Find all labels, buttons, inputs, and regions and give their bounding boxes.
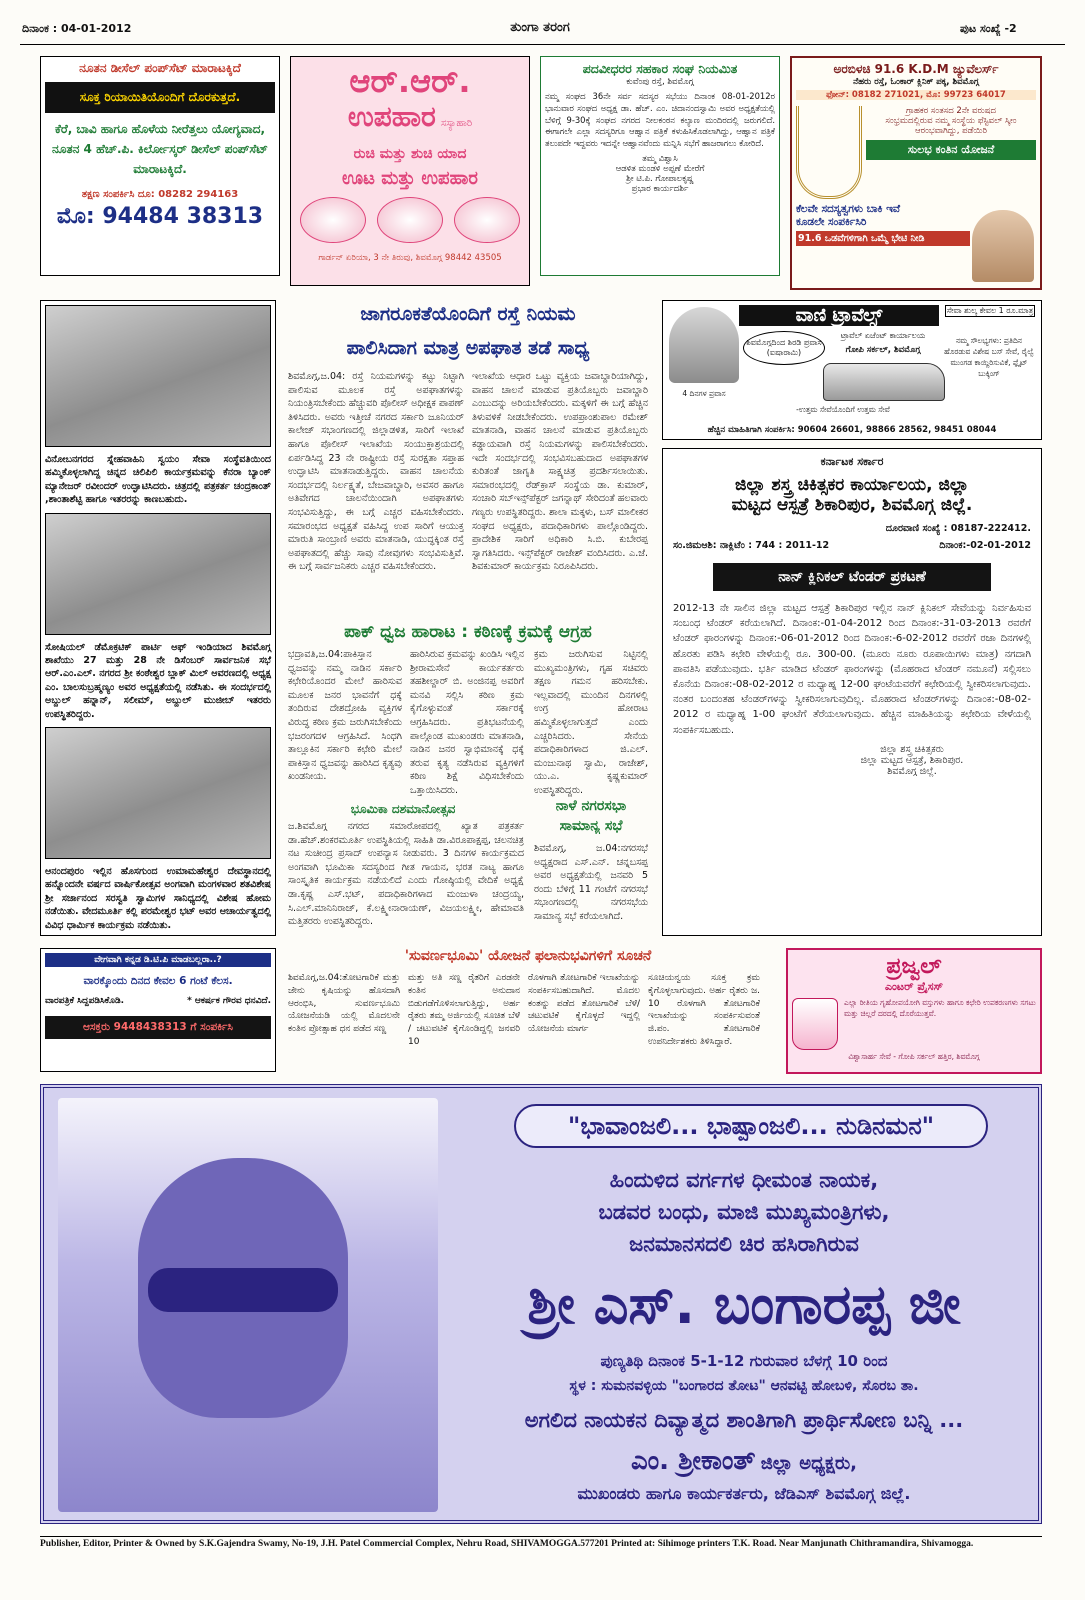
article4-body: ಶಿವಮೊಗ್ಗ, ಜ.04:ನಗರಸಭೆ ಅಧ್ಯಕ್ಷರಾದ ಎಸ್.ಎನ್. ಚನ್ನಬಸಪ್ಪ ಅವರ ಅಧ್ಯಕ್ಷತೆಯಲ್ಲಿ ಜನವರಿ 5 ರಂದು ಬೆಳಿಗ್ಗೆ 11 ಗಂಟೆಗೆ ನಗರಸಭೆ ಸಭಾಂಗಣದಲ್ಲಿ ನಗರಸಭೆಯ ಸಾಮಾನ್ಯ ಸಭೆ ಕರೆಯಲಾಗಿದೆ.	[534, 843, 648, 922]
prajwal-address: ವಿಶ್ವಾಸಾರ್ಹ ಸೇವೆ - ಗೋಪಿ ಸರ್ಕಲ್ ಹತ್ತಿರ, ಶಿವಮೊಗ್ಗ	[848, 1052, 980, 1061]
ad-rr-upahar	[290, 56, 530, 286]
newspaper-title: ತುಂಗಾ ತರಂಗ	[510, 20, 570, 35]
article1-headline-1: ಜಾಗರೂಕತೆಯೊಂದಿಗೆ ರಸ್ತೆ ನಿಯಮ	[360, 303, 576, 325]
dtp-top: ವೇಗವಾಗಿ ಕನ್ನಡ ಡಿ.ಟಿ.ಪಿ ಮಾಡಬಲ್ಲರಾ..?	[45, 953, 271, 967]
bus-icon	[823, 363, 945, 401]
vani-days: 4 ದಿನಗಳ ಪ್ರವಾಸ	[682, 389, 726, 398]
tribute-from: ಎಂ. ಶ್ರೀಕಾಂತ್	[630, 1446, 756, 1476]
photo-caption-1: ವಿನೋಬನಗರದ ಸ್ನೇಹವಾಹಿನಿ ಸ್ವಯಂ ಸೇವಾ ಸಂಸ್ಥೆವತಿಯಿಂದ ಹಮ್ಮಿಕೊಳ್ಳಲಾಗಿದ್ದ ಚಿನ್ನದ ಚಿಲಿಪಿಲಿ ಕಾರ್ಯಕ್ರಮವನ್ನು ಕೆನರಾ ಬ್ಯಾಂಕ್ ಮ್ಯಾನೇಜರ್ ರವೀಂದರ್ ಉದ್ಘಾಟಿಸಿದರು. ಚಿತ್ರದಲ್ಲಿ ಪತ್ರಕರ್ತ ಚಂದ್ರಕಾಂತ್ ,ಶಾಂತಾಶೆಟ್ಟಿ ಹಾಗೂ ಇತರರನ್ನು ಕಾಣಬಹುದು.	[45, 454, 271, 506]
dtp-line3: * ಆಕರ್ಷಕ ಗೌರವ ಧನವಿದೆ.	[187, 996, 271, 1006]
ad-rr-name: ಆರ್.ಆರ್.	[349, 62, 471, 100]
kdm-line2: ಸಂಭ್ರಮದಲ್ಲಿರುವ ನಮ್ಮ ಸಂಸ್ಥೆಯ ಫೆಸ್ಟಿವಲ್ ಸ್ಕೀಂ ಆರಂಭವಾಗಿದ್ದು, ಪಡೆಯಿರಿ	[885, 116, 1017, 136]
tender-gov: ಕರ್ನಾಟಕ ಸರ್ಕಾರ	[820, 455, 884, 468]
tribute-title: "ಭಾವಾಂಜಲಿ... ಭಾಷ್ಪಾಂಜಲಿ... ನುಡಿನಮನ"	[514, 1104, 988, 1148]
tribute-date: ಪುಣ್ಯತಿಥಿ ದಿನಾಂಕ 5-1-12 ಗುರುವಾರ ಬೆಳಗ್ಗೆ 10 ರಿಂದ	[600, 1352, 888, 1370]
event-photo-3	[45, 727, 271, 859]
tribute-line3: ಜನಮಾನಸದಲಿ ಚಿರ ಹಸಿರಾಗಿರುವ	[629, 1232, 859, 1256]
photo-caption-3: ಆನಂದಪುರಂ ಇಲ್ಲಿನ ಹೊಸಗುಂದ ಉಮಾಮಹೇಶ್ವರ ದೇವಸ್ಥಾನದಲ್ಲಿ ಹನ್ನೊಂದನೇ ವರ್ಷದ ವಾರ್ಷಿಕೋತ್ಸವ ಅಂಗವಾಗಿ ಮಂಗಳವಾರ ಶತವಿಶೇಷ ಶ್ರೀ ಸರ್ಜಾನಂದ ಸರಸ್ವತಿ ಸ್ವಾಮಿಗಳ ಸಾನಿಧ್ಯದಲ್ಲಿ ವಿಶೇಷ ಹೋಮ ನಡೆಯಿತು. ವೇದಮೂರ್ತಿ ಕಲ್ಲಿ ಪರಮೇಶ್ವರ ಭಟ್ ಅವರ ಆಚಾರ್ಯತ್ವದಲ್ಲಿ ವಿವಿಧ ಧಾರ್ಮಿಕ ಕಾರ್ಯಕ್ರಮ ನಡೆಯಿತು.	[45, 866, 271, 931]
tribute-from-role: ಜಿಲ್ಲಾ ಅಧ್ಯಕ್ಷರು,	[760, 1453, 858, 1474]
ad-diesel-headline: ನೂತನ ಡೀಸೆಲ್ ಪಂಪ್‌ಸೆಟ್ ಮಾರಾಟಕ್ಕಿದೆ	[79, 61, 241, 75]
tribute-bottom: ಮುಖಂಡರು ಹಾಗೂ ಕಾರ್ಯಕರ್ತರು, ಜೆಡಿಎಸ್ ಶಿವಮೊಗ್ಗ ಜಿಲ್ಲೆ.	[577, 1484, 911, 1503]
tender-sign1: ಜಿಲ್ಲಾ ಶಸ್ತ್ರ ಚಿಕಿತ್ಸಕರು	[880, 743, 944, 755]
event-photo-1	[45, 305, 271, 447]
sahakara-sign1: ತಮ್ಮ ವಿಶ್ವಾಸಿ	[642, 153, 678, 164]
ad-diesel-banner: ಸೂಕ್ತ ರಿಯಾಯಿತಿಯೊಂದಿಗೆ ದೊರಕುತ್ತದೆ.	[45, 82, 275, 113]
product-jar-icon	[792, 998, 838, 1050]
ad-prajwal-enterprises	[786, 948, 1042, 1074]
ad-rr-address: ಗಾರ್ಡನ್ ಏರಿಯಾ, 3 ನೇ ತಿರುವು, ಶಿವಮೊಗ್ಗ 98442 43505	[318, 253, 502, 263]
sahakara-sign4: ಪ್ರಭಾರ ಕಾರ್ಯದರ್ಶಿ	[631, 183, 689, 194]
ad-kdm-jewellers	[790, 56, 1042, 290]
article2-col2: ಹಾರಿಸಿರುವ ಕ್ರಮವನ್ನು ಖಂಡಿಸಿ ಇಲ್ಲಿನ ಶ್ರೀರಾಮಸೇನೆ ಕಾರ್ಯಕರ್ತರು ತಹಶೀಲ್ದಾರ್ ಬಿ. ಅಂಜಿನಪ್ಪ ಅವರಿಗೆ ಮನವಿ ಸಲ್ಲಿಸಿ ಕಠಿಣ ಕ್ರಮ ಕೈಗೊಳ್ಳುವಂತೆ ಸರ್ಕಾರಕ್ಕೆ ಆಗ್ರಹಿಸಿದರು. ಪ್ರತಿಭಟನೆಯಲ್ಲಿ ಪಾಲ್ಗೊಂಡ ಮುಖಂಡರು ಮಾತನಾಡಿ, ನಾಡಿನ ಜನರ ಸ್ವಾಭಿಮಾನಕ್ಕೆ ಧಕ್ಕೆ ತರುವ ಕೃತ್ಯ ನಡೆಸಿರುವ ವ್ಯಕ್ತಿಗಳಿಗೆ ಕಠಿಣ ಶಿಕ್ಷೆ ವಿಧಿಸಬೇಕೆಂದು ಒತ್ತಾಯಿಸಿದರು.	[410, 649, 524, 796]
issue-date: ದಿನಾಂಕ : 04-01-2012	[22, 22, 132, 35]
vani-address: ಗೋಪಿ ಸರ್ಕಲ್, ಶಿವಮೊಗ್ಗ	[845, 345, 921, 355]
ad-tribute-bangarappa	[40, 1084, 1042, 1524]
tribute-name: ಶ್ರೀ ಎಸ್. ಬಂಗಾರಪ್ಪ ಜೀ	[527, 1273, 961, 1336]
article4-headline-2: ಸಾಮಾನ್ಯ ಸಭೆ	[559, 818, 623, 834]
suvarna-headline: 'ಸುವರ್ಣಭೂಮಿ' ಯೋಜನೆ ಫಲಾನುಭವಿಗಳಿಗೆ ಸೂಚನೆ	[404, 948, 652, 964]
kdm-line1: ಗ್ರಾಹಕರ ಸಂತಸದ 2ನೇ ವರುಷದ	[906, 106, 996, 116]
tender-title: ನಾನ್ ಕ್ಲಿನಿಕಲ್ ಟೆಂಡರ್ ಪ್ರಕಟಣೆ	[713, 563, 991, 591]
suvarna-col2: ಮತ್ತು ಅತಿ ಸಣ್ಣ ರೈತರಿಗೆ ಎರಡನೇ ಕಂತಿನ ಅನುದಾನ ಬಿಡುಗಡೆಗೊಳಿಸಲಾಗುತ್ತಿದ್ದು, ಅರ್ಹ ರೈತರು ತಮ್ಮ ಅರ್ಜಿಯಲ್ಲಿ ಸೂಚಿತ ಬೆಳೆ / ಚಟುವಟಿಕೆ ಕೈಗೊಂಡಿದ್ದಲ್ಲಿ ಜನವರಿ 10	[408, 973, 520, 1047]
tender-body: 2012-13 ನೇ ಸಾಲಿನ ಜಿಲ್ಲಾ ಮಟ್ಟದ ಆಸ್ಪತ್ರೆ ಶಿಕಾರಿಪುರ ಇಲ್ಲಿನ ನಾನ್ ಕ್ಲಿನಿಕಲ್ ಸೇವೆಯನ್ನು ನಿರ್ವಹಿಸುವ ಸಂಬಂಧ ಟೆಂಡರ್ ಕರೆಯಲಾಗಿದೆ. ದಿನಾಂಕ:-01-04-2012 ರಿಂದ ದಿನಾಂಕ:-31-03-2013 ರವರೆಗೆ ಟೆಂಡರ್ ಫಾರಂಗಳನ್ನು ದಿನಾಂಕ:-06-01-2012 ರಿಂದ ದಿನಾಂಕ:-6-02-2012 ರವರೆಗೆ ರಜಾ ದಿನಗಳಲ್ಲಿ ಹೊರತು ಪಡಿಸಿ ಕಛೇರಿ ವೇಳೆಯಲ್ಲಿ ರೂ. 300-00. (ಮೂರು ನೂರು ರೂಪಾಯಿಗಳು ಮಾತ್ರ) ನಗದಾಗಿ ಪಾವತಿಸಿ ಪಡೆಯುವುದು. ಭರ್ತಿ ಮಾಡಿದ ಟೆಂಡರ್ ಫಾರಂಗಳನ್ನು (ಮೊಹರಾದ ಟೆಂಡರ್ ನಮೂನೆ) ಸಲ್ಲಿಸಲು ಕೊನೆಯ ದಿನಾಂಕ:-08-02-2012 ರ ಮಧ್ಯಾಹ್ನ 12-00 ಘಂಟೆಯವರೆಗೆ ಕಛೇರಿಯಲ್ಲಿ ಸ್ವೀಕರಿಸಲಾಗುವುದು. ನಂತರ ಬಂದಂತಹ ಟೆಂಡರ್‌ಗಳನ್ನು ಸ್ವೀಕರಿಸಲಾಗುವುದಿಲ್ಲ. ಮೊಹರಾದ ಟೆಂಡರ್‌ಗಳನ್ನು ದಿನಾಂಕ:-08-02-2012 ರ ಮಧ್ಯಾಹ್ನ 1-00 ಘಂಟೆಗೆ ತೆರೆಯಲಾಗುವುದು. ಹೆಚ್ಚಿನ ಮಾಹಿತಿಯನ್ನು ಕಛೇರಿಯ ವೇಳೆಯಲ್ಲಿ ಸಂಪರ್ಕಿಸಬಹುದು.	[673, 603, 1031, 736]
ad-vani-travels	[662, 300, 1042, 440]
tender-notice	[662, 448, 1042, 936]
vani-tour: ಶಿವಮೊಗ್ಗದಿಂದ ಶಿರಡಿ ಪ್ರವಾಸ (ಐಷಾರಾಮಿ)	[743, 331, 825, 365]
saibaba-photo	[669, 307, 739, 383]
dtp-contact: ಆಸಕ್ತರು 9448438313 ಗೆ ಸಂಪರ್ಕಿಸಿ	[45, 1016, 271, 1039]
tender-ref: ಸಂ.ಜಿಮಆಶಿ: ನಾಕ್ಲಿಟೆಂ : 744 : 2011-12	[673, 540, 830, 551]
dtp-line2: ವಾರಪತ್ರಿಕೆ ಸಿದ್ದಪಡಿಸಿಕೊಡಿ.	[45, 996, 125, 1006]
article1-headline-2: ಪಾಲಿಸಿದಾಗ ಮಾತ್ರ ಅಪಘಾತ ತಡೆ ಸಾಧ್ಯ	[346, 337, 590, 359]
article3-headline: ಭೂಮಿಕಾ ದಶಮಾನೋತ್ಸವ	[350, 802, 456, 816]
prajwal-name: ಪ್ರಜ್ವಲ್	[886, 954, 942, 979]
tender-phone: ದೂರವಾಣಿ ಸಂಖ್ಯೆ : 08187-222412.	[885, 523, 1031, 534]
sahakara-title: ಪದವೀಧರರ ಸಹಕಾರ ಸಂಘ ನಿಯಮಿತ	[582, 61, 738, 76]
tender-sign3: ಶಿವಮೊಗ್ಗ ಜಿಲ್ಲೆ.	[887, 765, 937, 777]
article2-col1: ಭದ್ರಾವತಿ,ಜ.04:ಪಾಕಿಸ್ತಾನ ಧ್ವಜವನ್ನು ನಮ್ಮ ನಾಡಿನ ಸರ್ಕಾರಿ ಕಛೇರಿಯೊಂದರ ಮೇಲೆ ಹಾರಿಸುವ ಮೂಲಕ ಜನರ ಭಾವನೆಗೆ ಧಕ್ಕೆ ತಂದಿರುವ ದೇಶದ್ರೋಹಿ ವ್ಯಕ್ತಿಗಳ ವಿರುದ್ಧ ಕಠಿಣ ಕ್ರಮ ಜರುಗಿಸಬೇಕೆಂದು ಭಜರಂಗದಳ ಆಗ್ರಹಿಸಿದೆ. ಸಿಂಧಗಿ ತಾಲ್ಲೂಕಿನ ಸರ್ಕಾರಿ ಕಛೇರಿ ಮೇಲೆ ಪಾಕಿಸ್ತಾನ ಧ್ವಜವನ್ನು ಹಾರಿಸಿದ ಕೃತ್ಯವು ಖಂಡನೀಯ.	[288, 649, 402, 783]
article2-col3: ಕ್ರಮ ಜರುಗಿಸುವ ನಿಟ್ಟಿನಲ್ಲಿ ಮುಖ್ಯಮಂತ್ರಿಗಳು, ಗೃಹ ಸಚಿವರು ತಕ್ಷಣ ಗಮನ ಹರಿಸಬೇಕು. ಇಲ್ಲವಾದಲ್ಲಿ ಮುಂದಿನ ದಿನಗಳಲ್ಲಿ ಉಗ್ರ ಹೋರಾಟ ಹಮ್ಮಿಕೊಳ್ಳಲಾಗುತ್ತದೆ ಎಂದು ಎಚ್ಚರಿಸಿದರು. ಸೇನೆಯ ಪದಾಧಿಕಾರಿಗಳಾದ ಜಿ.ಎಲ್. ಮಂಜುನಾಥ ಸ್ವಾಮಿ, ರಾಜೇಶ್, ಯು.ಎ. ಕೃಷ್ಣಕುಮಾರ್ ಉಪಸ್ಥಿತರಿದ್ದರು.	[534, 649, 648, 796]
ad-rr-veg: ಸಸ್ಯಾಹಾರಿ	[440, 118, 473, 129]
tribute-line2: ಬಡವರ ಬಂಧು, ಮಾಜಿ ಮುಖ್ಯಮಂತ್ರಿಗಳು,	[598, 1200, 890, 1224]
sahakara-sign3: ಶ್ರೀ ಟಿ.ಪಿ. ಗೋಪಾಲಕೃಷ್ಣ	[626, 173, 694, 184]
tender-date: ದಿನಾಂಕ:-02-01-2012	[939, 540, 1031, 551]
page-number: ಪುಟ ಸಂಖ್ಯೆ -2	[960, 22, 1017, 35]
necklace-icon	[796, 106, 862, 199]
tender-office-1: ಜಿಲ್ಲಾ ಶಸ್ತ್ರ ಚಿಕಿತ್ಸಕರ ಕಾರ್ಯಾಲಯ, ಜಿಲ್ಲಾ	[735, 475, 969, 495]
article2-headline: ಪಾಕ್ ಧ್ವಜ ಹಾರಾಟ : ಕಠಿಣಕ್ಕೆ ಕ್ರಮಕ್ಕೆ ಆಗ್ರಹ	[344, 622, 592, 642]
article3-body: ಜ.ಶಿವಮೊಗ್ಗ ನಗರದ ಸಮಾರೋಪದಲ್ಲಿ ಖ್ಯಾತ ಪತ್ರಕರ್ತ ಡಾ.ಹೆಚ್.ಶಂಕರಮೂರ್ತಿ ಉಪಸ್ಥಿತಿಯಲ್ಲಿ ಸಾಹಿತಿ ಡಾ.ವಿರೂಪಾಕ್ಷಪ್ಪ, ಚಲನಚಿತ್ರ ನಟ ಸುಚೀಂದ್ರ ಪ್ರಸಾದ್ ಉಪನ್ಯಾಸ ನೀಡುವರು. 3 ದಿನಗಳ ಕಾರ್ಯಕ್ರಮದ ಅಂಗವಾಗಿ ಭೂಮಿಕಾ ಸದಸ್ಯರಿಂದ ಗೀತ ಗಾಯನ, ಭರತ ನಾಟ್ಯ ಹಾಗೂ ಸಾಂಸ್ಕೃತಿಕ ಕಾರ್ಯಕ್ರಮ ನಡೆಯಲಿದೆ ಎಂದು ಗೋಷ್ಠಿಯಲ್ಲಿ ವೇದಿಕೆ ಅಧ್ಯಕ್ಷೆ ಡಾ.ಕೃಷ್ಣ ಎಸ್.ಭಟ್, ಪದಾಧಿಕಾರಿಗಳಾದ ಮಂಜುಳಾ ಚಂದ್ರಯ್ಯ, ಸಿ.ಎಲ್.ಮಾನಿನಿರಾಜ್, ಕೆ.ಲಕ್ಷ್ಮೀನಾರಾಯಣ್, ವಿಜಯಲಕ್ಷ್ಮೀ, ಹೇಮಾವತಿ ಮತ್ತಿತರರು ಉಪಸ್ಥಿತರಿದ್ದರು.	[288, 821, 524, 928]
prajwal-sub: ಎಂಟರ್ ಪ್ರೈಸಸ್	[885, 980, 943, 993]
sahakara-body: ನಮ್ಮ ಸಂಘದ 36ನೇ ಸರ್ವ ಸದಸ್ಯರ ಸಭೆಯು ದಿನಾಂಕ 08-01-2012ರ ಭಾನುವಾರ ಸಂಘದ ಅಧ್ಯಕ್ಷ ಡಾ. ಹೆಚ್. ಎಂ. ಚಿದಾನಂದಸ್ವಾಮಿ ಅವರ ಅಧ್ಯಕ್ಷತೆಯಲ್ಲಿ ಬೆಳಿಗ್ಗೆ 9-30ಕ್ಕೆ ಸಂಘದ ನಗರದ ನೀಲಕಂಠನ ಕಲ್ಯಾಣ ಮಂದಿರದಲ್ಲಿ ಜರುಗಲಿದೆ. ಈಗಾಗಲೇ ಎಲ್ಲಾ ಸದಸ್ಯರಿಗೂ ಆಹ್ವಾನ ಪತ್ರಿಕೆ ಕಳುಹಿಸಿಕೊಡಲಾಗಿದ್ದು, ಆಹ್ವಾನ ಪತ್ರಿಕೆ ತಲುಪದೇ ಇದ್ದವರು ಇದನ್ನೇ ಆಹ್ವಾನವೆಂದು ಮನ್ನಿಸಿ ಸಭೆಗೆ ಹಾಜರಾಗಲು ಕೋರಿದೆ.	[545, 91, 775, 149]
article1-col2: ಇಲಾಖೆಯ ಆಧಾರ ಒಟ್ಟು ವ್ಯಕ್ತಿಯ ಜವಾಬ್ದಾರಿಯಾಗಿದ್ದು, ವಾಹನ ಚಾಲನೆ ಮಾಡುವ ಪ್ರತಿಯೊಬ್ಬರು ಜವಾಬ್ದಾರಿ ಎಂಬುದನ್ನು ಅರಿಯಬೇಕೆಂದರು. ಮಕ್ಕಳಿಗೆ ಈ ಬಗ್ಗೆ ಹೆಚ್ಚಿನ ತಿಳುವಳಿಕೆ ನೀಡಬೇಕೆಂದರು. ಉಪಪ್ರಾಂಶುಪಾಲ ರಮೇಶ್ ಮಾತನಾಡಿ, ವಾಹನ ಚಾಲನೆ ಮಾಡುವ ಪ್ರತಿಯೊಬ್ಬರು ಕಡ್ಡಾಯವಾಗಿ ರಸ್ತೆ ನಿಯಮಗಳನ್ನು ಪಾಲಿಸಬೇಕೆಂದರು. ಇದೇ ಸಂದರ್ಭದಲ್ಲಿ ಸಂಭವಿಸಬಹುದಾದ ಅಪಘಾತಗಳ ಕುರಿತಂತೆ ಜಾಗೃತಿ ಸಾಕ್ಷ್ಯಚಿತ್ರ ಪ್ರದರ್ಶಿಸಲಾಯಿತು. ಸಮಾರಂಭದಲ್ಲಿ ರೆಡ್‌ಕ್ರಾಸ್ ಸಂಸ್ಥೆಯ ಡಾ. ಕುಮಾರ್, ಸಂಚಾರಿ ಸಬ್‌ಇನ್ಸ್‌ಪೆಕ್ಟರ್ ಜಗನ್ನಾಥ್ ಸೇರಿದಂತೆ ಹಲವಾರು ಗಣ್ಯರು ಉಪಸ್ಥಿತರಿದ್ದರು. ಶಾಲಾ ಮಕ್ಕಳು, ಬಸ್ ಮಾಲೀಕರ ಸಂಘದ ಅಧ್ಯಕ್ಷರು, ಪದಾಧಿಕಾರಿಗಳು ಪಾಲ್ಗೊಂಡಿದ್ದರು. ಪ್ರಾದೇಶಿಕ ಸಾರಿಗೆ ಅಧಿಕಾರಿ ಸಿ.ಬಿ. ಕುಬೇರಪ್ಪ ಸ್ವಾಗತಿಸಿದರು. ಇನ್ಸ್‌ಪೆಕ್ಟರ್ ರಾಜೇಶ್ ವಂದಿಸಿದರು. ಎ.ಜೆ. ಶಿವಕುಮಾರ್ ಕಾರ್ಯಕ್ರಮ ನಿರೂಪಿಸಿದರು.	[472, 371, 648, 573]
ad-dtp-operator	[40, 948, 276, 1072]
kdm-phone: ಫೋನ್: 08182 271021, ಮೊ: 99723 64017	[796, 90, 1036, 100]
ad-diesel-contact: ತಕ್ಷಣ ಸಂಪರ್ಕಿಸಿ ದೂ: 08282 294163	[81, 189, 239, 200]
vani-phones: ಹೆಚ್ಚಿನ ಮಾಹಿತಿಗಾಗಿ ಸಂಪರ್ಕಿಸಿ: 90604 26601, 98866 28562, 98451 08044	[707, 425, 997, 435]
suvarna-col3: ರೊಳಗಾಗಿ ತೋಟಗಾರಿಕೆ ಇಲಾಖೆಯನ್ನು ಸಂಪರ್ಕಿಸಬಹುದಾಗಿದೆ. ಮೊದಲ ಕಂತನ್ನು ಪಡೆದ ತೋಟಗಾರಿಕೆ ಬೆಳೆ/ಚಟುವಟಿಕೆ ಕೈಗೊಳ್ಳದೆ ಇದ್ದಲ್ಲಿ ಯೋಜನೆಯ ಮಾರ್ಗ	[528, 973, 640, 1035]
food-plate-icon	[300, 197, 366, 243]
sahakara-sign2: ಆಡಳಿತ ಮಂಡಳಿ ಅಪ್ಪಣೆ ಮೇರೆಗೆ	[615, 163, 705, 174]
kdm-address: ನೆಹರು ರಸ್ತೆ, ಓಂಕಾರ್ ಕ್ಲಿನಿಕ್ ಪಕ್ಕ, ಶಿವಮೊಗ್ಗ	[853, 77, 979, 87]
leader-portrait	[58, 1098, 438, 1512]
ad-rr-sub: ಉಪಹಾರ	[347, 100, 436, 133]
ad-rr-line4: ಊಟ ಮತ್ತು ಉಪಹಾರ	[342, 168, 478, 189]
article4-headline-1: ನಾಳೆ ನಗರಸಭಾ	[555, 798, 627, 814]
photo-column	[40, 300, 276, 936]
ad-diesel-pumpset	[40, 56, 280, 276]
ad-sahakara-sangha	[540, 56, 780, 276]
ad-rr-line3: ರುಚಿ ಮತ್ತು ಶುಚಿ ಯಾದ	[353, 146, 467, 162]
imprint-footer: Publisher, Editor, Printer & Owned by S.K.Gajendra Swamy, No-19, J.H. Patel Commercial Complex, Nehru Road, SHIVAMOGGA.577201 Printed at: Sihimoge printers T.K. Road. Near Manjunath Chithramandira, Shivamogga.	[40, 1536, 1042, 1549]
food-plate-icon	[377, 197, 443, 243]
tribute-prayer: ಅಗಲಿದ ನಾಯಕನ ದಿವ್ಯಾತ್ಮದ ಶಾಂತಿಗಾಗಿ ಪ್ರಾರ್ಥಿಸೋಣ ಬನ್ನಿ ...	[524, 1408, 964, 1432]
vani-name: ವಾಣಿ ಟ್ರಾವೆಲ್ಸ್	[739, 305, 939, 326]
ad-diesel-mobile: ಮೊ: 94484 38313	[56, 204, 264, 229]
suvarna-col1: ಶಿವಮೊಗ್ಗ,ಜ.04:ತೋಟಗಾರಿಕೆ ಮತ್ತು ಜೇನು ಕೃಷಿಯನ್ನು ಹೊಸದಾಗಿ ಆರಂಭಿಸಿ, ಸುವರ್ಣಭೂಮಿ ಯೋಜನೆಯಡಿ ಯಲ್ಲಿ ಮೊದಲನೇ ಕಂತಿನ ಪ್ರೋತ್ಸಾಹ ಧನ ಪಡೆದ ಸಣ್ಣ	[288, 973, 400, 1035]
vani-list: ನಮ್ಮ ಸೌಲಭ್ಯಗಳು: ಪ್ರತಿದಿನ ಹೊರಡುವ ವಿಶೇಷ ಬಸ್ ಸೇವೆ, ರೈಲ್ವೆ ಮುಂಗಡ ಕಾಯ್ದಿರಿಸುವಿಕೆ, ಫ್ಲೈಟ್ ಬುಕ್ಕಿಂಗ್	[944, 336, 1034, 378]
dtp-line1: ವಾರಕ್ಕೊಂದು ದಿನದ ಕೇವಲ 6 ಗಂಟೆ ಕೆಲಸ.	[83, 975, 233, 987]
kdm-title: ಅರಬಿಳಚಿ 91.6 K.D.M ಜ್ಯುವೆಲರ್ಸ್	[833, 62, 999, 76]
tender-sign2: ಜಿಲ್ಲಾ ಮಟ್ಟದ ಆಸ್ಪತ್ರೆ, ಶಿಕಾರಿಪುರ.	[860, 754, 964, 766]
tribute-line1: ಹಿಂದುಳಿದ ವರ್ಗಗಳ ಧೀಮಂತ ನಾಯಕ,	[609, 1168, 879, 1192]
kdm-line4: ಕೂಡಲೇ ಸಂಪರ್ಕಿಸಿರಿ	[796, 216, 867, 228]
kdm-green-label: ಸುಲಭ ಕಂತಿನ ಯೋಜನೆ	[866, 140, 1036, 160]
tribute-place: ಸ್ಥಳ : ಸುಮನವಳ್ಳಿಯ "ಬಂಗಾರದ ತೋಟ" ಆನವಟ್ಟಿ ಹೋಬಳಿ, ಸೊರಬ ತಾ.	[569, 1378, 919, 1394]
sahakara-subtitle: ಕುವೆಂಪು ರಸ್ತೆ, ಶಿವಮೊಗ್ಗ	[626, 77, 694, 87]
kdm-line3: ಕೆಲವೇ ಸದಸ್ಯತ್ವಗಳು ಬಾಕಿ ಇವೆ	[796, 203, 901, 215]
vani-sub: ಟ್ರಾವೆಲ್ ಏಜೆಂಟ್ ಕಾರ್ಯಾಲಯ	[840, 331, 926, 340]
food-plate-icon	[454, 197, 520, 243]
model-photo	[972, 210, 1034, 282]
ad-diesel-body: ಕೆರೆ, ಬಾವಿ ಹಾಗೂ ಹೊಳೆಯ ನೀರೆತ್ತಲು ಯೋಗ್ಯವಾದ, ನೂತನ 4 ಹೆಚ್.ಪಿ. ಕಿರ್ಲೋಸ್ಕರ್ ಡೀಸೆಲ್ ಪಂಪ್‌ಸೆಟ್ ಮಾರಾಟಕ್ಕಿದೆ.	[52, 122, 268, 176]
kdm-red-banner: 91.6 ಒಡವೆಗಳಿಗಾಗಿ ಒಮ್ಮೆ ಭೇಟಿ ನೀಡಿ	[796, 231, 970, 246]
event-photo-2	[45, 513, 271, 635]
vani-tag: ಸೇವಾ ಶುಲ್ಕ ಕೇವಲ 1 ರೂ.ಮಾತ್ರ	[946, 306, 1034, 315]
suvarna-col4: ಸೂಚಿಯನ್ವಯ ಸೂಕ್ತ ಕ್ರಮ ಕೈಗೊಳ್ಳಲಾಗುವುದು. ಅರ್ಹ ರೈತರು ಜ. 10 ರೊಳಗಾಗಿ ತೋಟಗಾರಿಕೆ ಇಲಾಖೆಯನ್ನು ಸಂಪರ್ಕಿಸುವಂತೆ ಜಿ.ಪಂ. ತೋಟಗಾರಿಕೆ ಉಪನಿರ್ದೇಶಕರು ತಿಳಿಸಿದ್ದಾರೆ.	[648, 973, 760, 1047]
sunglasses-icon	[148, 1268, 338, 1312]
prajwal-body: ಎಲ್ಲಾ ರೀತಿಯ ಗೃಹೋಪಯೋಗಿ ವಸ್ತುಗಳು ಹಾಗೂ ಕಛೇರಿ ಉಪಕರಣಗಳು ಸಗಟು ಮತ್ತು ಚಿಲ್ಲರೆ ದರದಲ್ಲಿ ದೊರೆಯುತ್ತವೆ.	[844, 998, 1036, 1018]
article1-col1: ಶಿವಮೊಗ್ಗ,ಜ.04: ರಸ್ತೆ ನಿಯಮಗಳನ್ನು ಕಟ್ಟು ನಿಟ್ಟಾಗಿ ಪಾಲಿಸುವ ಮೂಲಕ ರಸ್ತೆ ಅಪಘಾತಗಳನ್ನು ನಿಯಂತ್ರಿಸಬೇಕೆಂದು ಹೆಚ್ಚುವರಿ ಪೊಲೀಸ್ ಅಧೀಕ್ಷಕ ಪಾಪಣ್ ತಿಳಿಸಿದರು. ಅವರು ಇತ್ತೀಚೆ ನಗರದ ಸರ್ಕಾರಿ ಜೂನಿಯರ್ ಕಾಲೇಜ್ ಸಭಾಂಗಣದಲ್ಲಿ ಜಿಲ್ಲಾಡಳಿತ, ಸಾರಿಗೆ ಇಲಾಖೆ ಹಾಗೂ ಪೊಲೀಸ್ ಇಲಾಖೆಯ ಸಂಯುಕ್ತಾಶ್ರಯದಲ್ಲಿ ಏರ್ಪಡಿಸಿದ್ದ 23 ನೇ ರಾಷ್ಟ್ರೀಯ ರಸ್ತೆ ಸುರಕ್ಷತಾ ಸಪ್ತಾಹ ಉದ್ಘಾಟಿಸಿ ಮಾತನಾಡುತ್ತಿದ್ದರು. ವಾಹನ ಚಾಲನೆಯ ಸಂದರ್ಭದಲ್ಲಿ ನಿರ್ಲಕ್ಷ್ಯತೆ, ಬೇಜವಾಬ್ದಾರಿ, ಅವಸರ ಹಾಗೂ ಅತಿವೇಗದ ಚಾಲನೆಯಿಂದಾಗಿ ಅಪಘಾತಗಳು ಸಂಭವಿಸುತ್ತಿದ್ದು, ಈ ಬಗ್ಗೆ ಎಚ್ಚರ ವಹಿಸಬೇಕೆಂದರು. ಸಮಾರಂಭದ ಅಧ್ಯಕ್ಷತೆ ವಹಿಸಿದ್ದ ಉಪ ಸಾರಿಗೆ ಆಯುಕ್ತ ಮಾರುತಿ ಸಾಂಬ್ರಾಣಿ ಅವರು ಮಾತನಾಡಿ, ಯುದ್ಧಕ್ಕಿಂತ ರಸ್ತೆ ಅಪಘಾತದಲ್ಲಿ ಹೆಚ್ಚು ಸಾವು ನೋವುಗಳು ಸಂಭವಿಸುತ್ತಿವೆ. ಈ ಬಗ್ಗೆ ಸಾರ್ವಜನಿಕರು ಎಚ್ಚರ ವಹಿಸಬೇಕೆಂದರು.	[288, 371, 464, 573]
photo-caption-2: ಸೋಷಿಯಲ್ ಡೆಮೊಕ್ರಟಿಕ್ ಪಾರ್ಟಿ ಆಫ್ ಇಂಡಿಯಾದ ಶಿವಮೊಗ್ಗ ಶಾಖೆಯು 27 ಮತ್ತು 28 ನೇ ಡಿಸೆಂಬರ್ ಸಾರ್ವಜನಿಕ ಸಭೆ ಆರ್.ಎಂ.ಎಲ್. ನಗರದ ಶ್ರೀ ಕಂಠೇಶ್ವರ ಬ್ಲಾಕ್ ಮಿಲ್ ಆವರಣದಲ್ಲಿ ಅಧ್ಯಕ್ಷ ಎಂ. ಬಾಲಸುಬ್ರಹ್ಮಣ್ಯಂ ಅವರ ಅಧ್ಯಕ್ಷತೆಯಲ್ಲಿ ನಡೆಸಿತು. ಈ ಸಂದರ್ಭದಲ್ಲಿ ಅಬ್ದುಲ್ ಹನ್ನಾನ್, ಸಲೀಮ್, ಅಬ್ದುಲ್ ಮುಜೀಬ್ ಇತರರು ಉಪಸ್ಥಿತರಿದ್ದರು.	[45, 641, 271, 720]
vani-slogan: -ಉತ್ತಮ ಸೇವೆಯೊಂದಿಗೆ ಉತ್ತಮ ಸೇವೆ	[796, 405, 890, 414]
tender-office-2: ಮಟ್ಟದ ಆಸ್ಪತ್ರೆ ಶಿಕಾರಿಪುರ, ಶಿವಮೊಗ್ಗ ಜಿಲ್ಲೆ.	[731, 495, 973, 515]
